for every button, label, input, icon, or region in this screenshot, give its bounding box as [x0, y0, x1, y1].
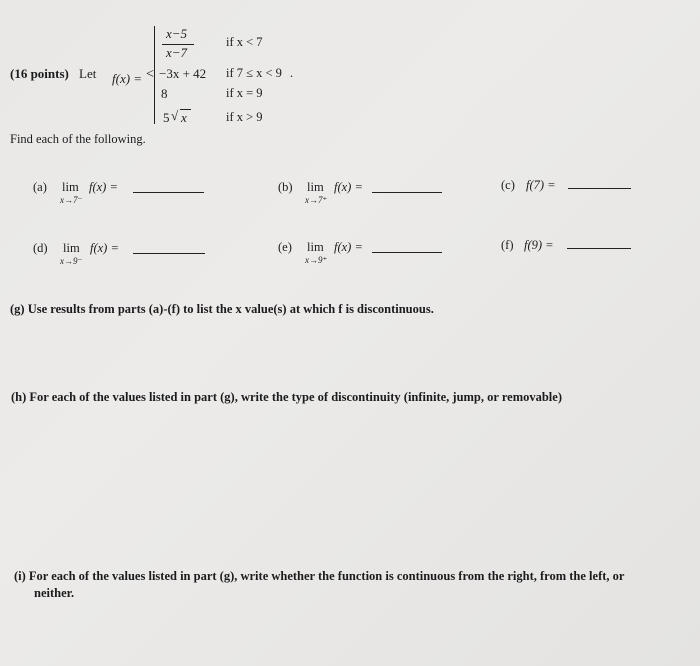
piece2-expression: −3x + 42: [159, 66, 207, 81]
part-d-expression: f(x) =: [90, 241, 119, 255]
function-name: f(x) =: [112, 71, 143, 86]
part-b-label: (b): [278, 180, 293, 194]
let-label: Let: [79, 66, 97, 81]
piece4-coefficient: 5: [163, 110, 170, 125]
points-label: (16 points): [10, 66, 69, 81]
piece4-radicand: x: [181, 110, 187, 125]
part-b-lim: lim: [307, 180, 324, 194]
part-d-answer-blank[interactable]: [133, 253, 205, 254]
question-i-line2: neither.: [34, 586, 75, 600]
part-a-subscript: x→7⁻: [60, 195, 83, 205]
part-e-label: (e): [278, 240, 292, 254]
part-c-answer-blank[interactable]: [568, 188, 631, 189]
piece2-period: .: [290, 66, 294, 80]
radical-sign: √: [171, 108, 179, 123]
part-a-expression: f(x) =: [89, 180, 118, 194]
part-c-label: (c): [501, 178, 515, 192]
part-c-expression: f(7) =: [526, 178, 556, 192]
part-f-answer-blank[interactable]: [567, 248, 631, 249]
part-d-subscript: x→9⁻: [60, 256, 83, 266]
question-h: (h) For each of the values listed in part (g), write the type of discontinuity (infinite, jump, or removable): [11, 390, 562, 404]
part-b-subscript: x→7⁺: [305, 195, 328, 205]
piece1-numerator: x−5: [166, 26, 188, 41]
piece3-condition: if x = 9: [226, 86, 263, 100]
part-d-label: (d): [33, 241, 48, 255]
part-e-answer-blank[interactable]: [372, 252, 442, 253]
part-b-answer-blank[interactable]: [372, 192, 442, 193]
piece1-condition: if x < 7: [226, 35, 263, 49]
question-g: (g) Use results from parts (a)-(f) to list the x value(s) at which f is discontinuous.: [10, 302, 434, 316]
part-f-label: (f): [501, 238, 514, 252]
question-i-line1: (i) For each of the values listed in part (g), write whether the function is continuous from the right, from the left, or: [14, 569, 625, 583]
instruction-text: Find each of the following.: [10, 132, 146, 146]
part-a-lim: lim: [62, 180, 79, 194]
piece1-denominator: x−7: [166, 45, 188, 60]
part-a-answer-blank[interactable]: [133, 192, 204, 193]
piece2-condition: if 7 ≤ x < 9: [226, 66, 282, 80]
part-e-subscript: x→9⁺: [305, 255, 328, 265]
part-e-expression: f(x) =: [334, 240, 363, 254]
part-d-lim: lim: [63, 241, 80, 255]
part-f-expression: f(9) =: [524, 238, 554, 252]
piece3-expression: 8: [161, 86, 168, 101]
piece4-condition: if x > 9: [226, 110, 263, 124]
part-b-expression: f(x) =: [334, 180, 363, 194]
part-a-label: (a): [33, 180, 47, 194]
part-e-lim: lim: [307, 240, 324, 254]
